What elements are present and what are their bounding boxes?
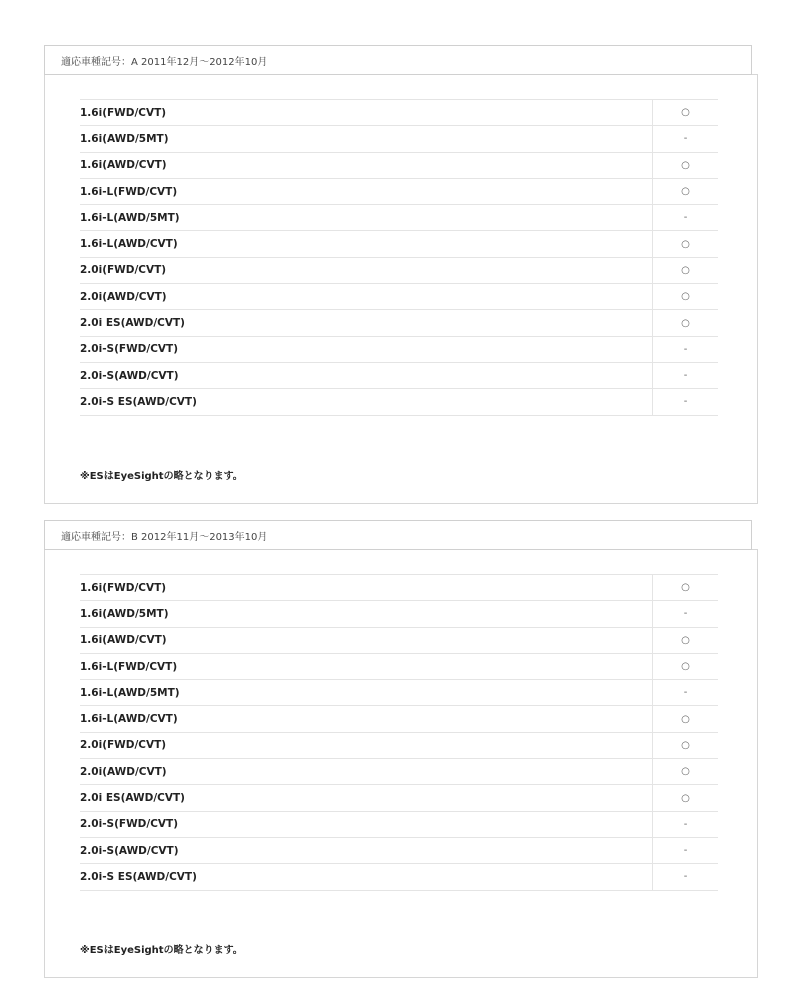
table-row bbox=[80, 205, 718, 231]
table-row bbox=[80, 179, 718, 205]
section-b-header-text: 適応車種記号：B 2012年11月〜2013年10月 bbox=[61, 531, 268, 543]
section-a-header bbox=[44, 45, 752, 75]
compat-mark: - bbox=[652, 205, 718, 230]
grade-name: 2.0i-S(AWD/CVT) bbox=[80, 369, 179, 382]
compat-mark: ○ bbox=[652, 785, 718, 810]
compat-mark: - bbox=[652, 838, 718, 863]
eyesight-note: ※ESはEyeSightの略となります。 bbox=[80, 471, 243, 482]
compat-mark: - bbox=[652, 864, 718, 889]
table-row bbox=[80, 706, 718, 732]
grade-name: 1.6i(FWD/CVT) bbox=[80, 106, 167, 119]
table-row bbox=[80, 680, 718, 706]
table-row bbox=[80, 126, 718, 152]
table-row bbox=[80, 838, 718, 864]
compat-mark: ○ bbox=[652, 759, 718, 784]
grade-name: 2.0i-S(AWD/CVT) bbox=[80, 844, 179, 857]
grade-name: 1.6i(AWD/CVT) bbox=[80, 634, 167, 647]
eyesight-note: ※ESはEyeSightの略となります。 bbox=[80, 945, 243, 956]
grade-name: 1.6i(AWD/CVT) bbox=[80, 159, 167, 172]
spec-table-b bbox=[80, 574, 718, 891]
grade-name: 2.0i ES(AWD/CVT) bbox=[80, 317, 185, 330]
grade-name: 2.0i(FWD/CVT) bbox=[80, 739, 167, 752]
section-a bbox=[44, 74, 758, 504]
grade-name: 1.6i-L(FWD/CVT) bbox=[80, 185, 178, 198]
grade-name: 2.0i-S(FWD/CVT) bbox=[80, 818, 179, 831]
compat-mark: ○ bbox=[652, 284, 718, 309]
table-row bbox=[80, 100, 718, 126]
section-b bbox=[44, 549, 758, 978]
compat-mark: - bbox=[652, 601, 718, 626]
compat-mark: ○ bbox=[652, 654, 718, 679]
grade-name: 1.6i-L(AWD/5MT) bbox=[80, 211, 180, 224]
table-row bbox=[80, 601, 718, 627]
table-row bbox=[80, 310, 718, 336]
table-row bbox=[80, 575, 718, 601]
compat-mark: - bbox=[652, 126, 718, 151]
grade-name: 1.6i-L(AWD/5MT) bbox=[80, 686, 180, 699]
table-row bbox=[80, 812, 718, 838]
grade-name: 2.0i-S ES(AWD/CVT) bbox=[80, 395, 197, 408]
compat-mark: - bbox=[652, 812, 718, 837]
grade-name: 2.0i-S(FWD/CVT) bbox=[80, 343, 179, 356]
table-row bbox=[80, 337, 718, 363]
section-a-header-text: 適応車種記号：A 2011年12月〜2012年10月 bbox=[61, 56, 268, 68]
spec-table-a bbox=[80, 99, 718, 416]
compat-mark: - bbox=[652, 680, 718, 705]
compat-mark: ○ bbox=[652, 258, 718, 283]
table-row bbox=[80, 654, 718, 680]
table-row bbox=[80, 785, 718, 811]
section-b-header bbox=[44, 520, 752, 550]
compat-mark: ○ bbox=[652, 575, 718, 600]
grade-name: 2.0i(AWD/CVT) bbox=[80, 765, 167, 778]
grade-name: 1.6i(AWD/5MT) bbox=[80, 607, 169, 620]
compat-mark: ○ bbox=[652, 179, 718, 204]
table-row bbox=[80, 864, 718, 890]
grade-name: 1.6i(FWD/CVT) bbox=[80, 581, 167, 594]
compat-mark: ○ bbox=[652, 100, 718, 125]
compat-mark: ○ bbox=[652, 733, 718, 758]
table-row bbox=[80, 759, 718, 785]
grade-name: 2.0i(AWD/CVT) bbox=[80, 290, 167, 303]
compat-mark: - bbox=[652, 389, 718, 414]
table-row bbox=[80, 153, 718, 179]
grade-name: 1.6i-L(FWD/CVT) bbox=[80, 660, 178, 673]
grade-name: 1.6i-L(AWD/CVT) bbox=[80, 238, 178, 251]
table-row bbox=[80, 258, 718, 284]
compat-mark: - bbox=[652, 363, 718, 388]
compat-mark: ○ bbox=[652, 706, 718, 731]
table-row bbox=[80, 733, 718, 759]
table-row bbox=[80, 284, 718, 310]
grade-name: 2.0i(FWD/CVT) bbox=[80, 264, 167, 277]
grade-name: 1.6i(AWD/5MT) bbox=[80, 132, 169, 145]
grade-name: 2.0i ES(AWD/CVT) bbox=[80, 792, 185, 805]
table-row bbox=[80, 389, 718, 415]
compat-mark: ○ bbox=[652, 310, 718, 335]
grade-name: 2.0i-S ES(AWD/CVT) bbox=[80, 870, 197, 883]
table-row bbox=[80, 628, 718, 654]
compat-mark: ○ bbox=[652, 153, 718, 178]
grade-name: 1.6i-L(AWD/CVT) bbox=[80, 713, 178, 726]
table-row bbox=[80, 231, 718, 257]
compat-mark: ○ bbox=[652, 628, 718, 653]
compat-mark: - bbox=[652, 337, 718, 362]
compat-mark: ○ bbox=[652, 231, 718, 256]
table-row bbox=[80, 363, 718, 389]
